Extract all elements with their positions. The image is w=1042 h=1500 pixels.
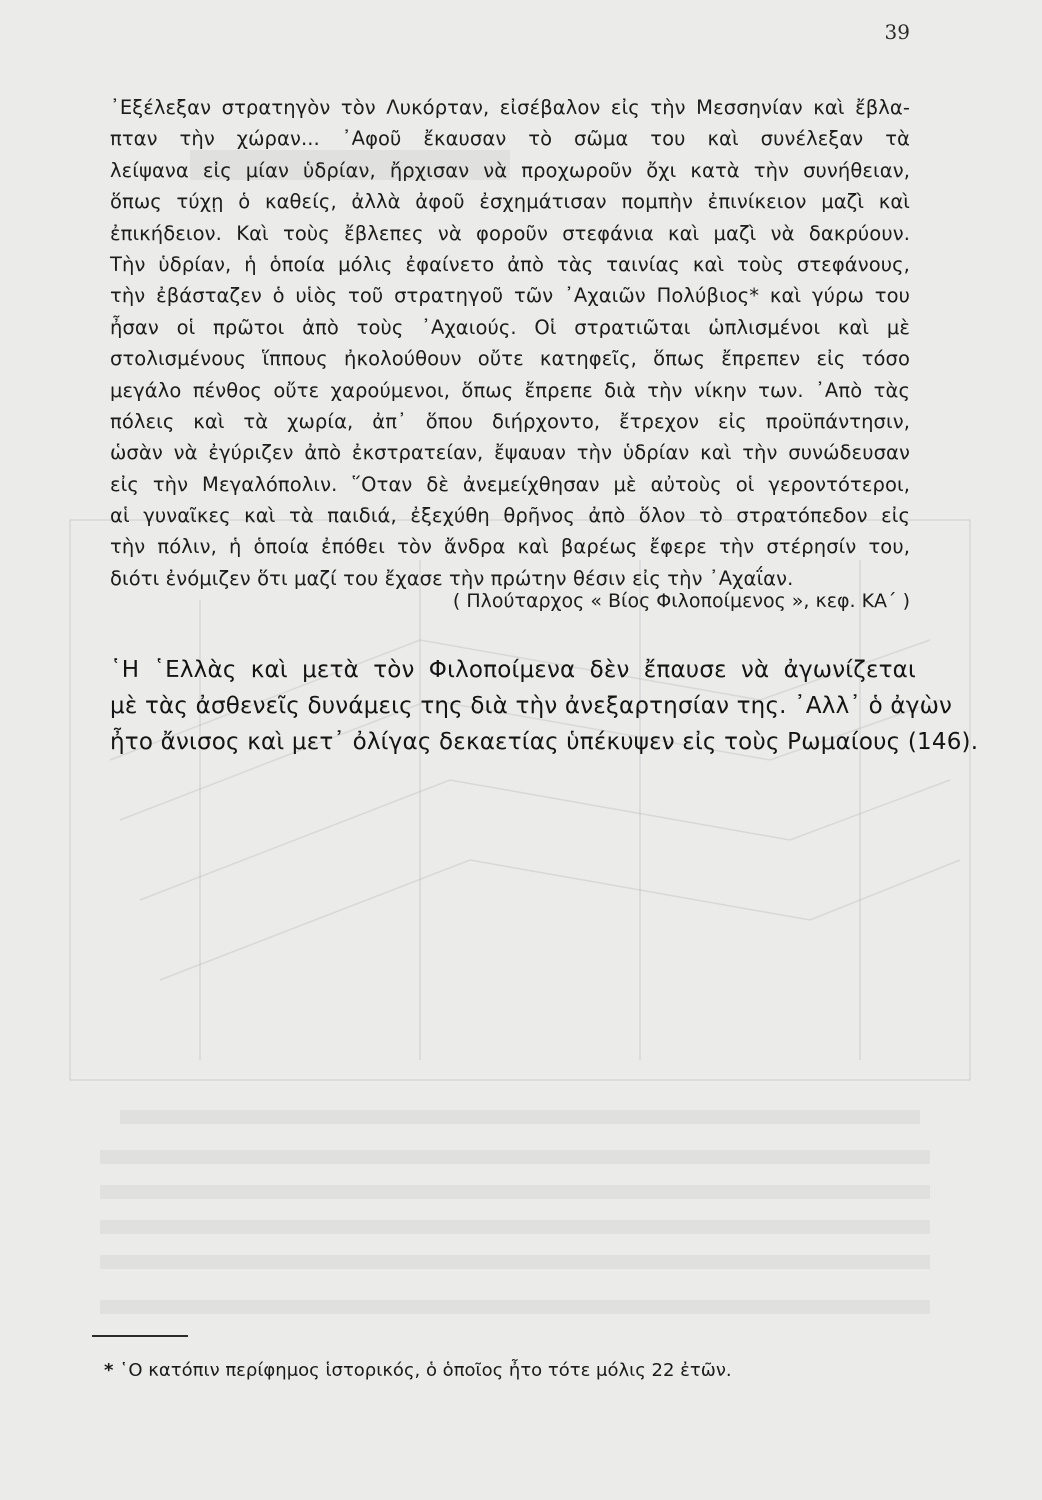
footnote-divider: [92, 1335, 188, 1337]
footnote: [104, 1360, 884, 1381]
quote-line: ὡσὰν νὰ ἐγύριζεν ἀπὸ ἐκστρατείαν, ἔψαυαν τὴν ὑδρίαν καὶ τὴν συνώδευσαν: [110, 441, 910, 465]
quote-line: διότι ἐνόμιζεν ὅτι μαζί του ἔχασε τὴν πρώτην θέσιν εἰς τὴν ᾿Αχαΐαν.: [110, 566, 794, 590]
quote-line: τὴν ἐβάσταζεν ὁ υἱὸς τοῦ στρατηγοῦ τῶν ᾿Αχαιῶν Πολύβιος* καὶ γύρω του: [110, 284, 910, 308]
quote-line: αἱ γυναῖκες καὶ τὰ παιδιά, ἐξεχύθη θρῆνος ἀπὸ ὅλον τὸ στρατόπεδον εἰς: [110, 504, 910, 528]
quote-line: μεγάλο πένθος οὔτε χαρούμενοι, ὅπως ἔπρεπε διὰ τὴν νίκην των. ᾿Απὸ τὰς: [110, 378, 910, 402]
quotation-block: [110, 92, 910, 594]
quote-line: ἐπικήδειον. Καὶ τοὺς ἔβλεπες νὰ φοροῦν στεφάνια καὶ μαζὶ νὰ δακρύουν.: [110, 221, 910, 245]
main-paragraph: [110, 652, 979, 760]
main-paragraph-line: μὲ τὰς ἀσθενεῖς δυνάμεις της διὰ τὴν ἀνεξαρτησίαν της. ᾿Αλλ᾿ ὁ ἀγὼν: [110, 693, 953, 719]
quote-line: ᾿Εξέλεξαν στρατηγὸν τὸν Λυκόρταν, εἰσέβαλον εἰς τὴν Μεσσηνίαν καὶ ἔβλα-: [110, 96, 910, 119]
footnote-marker: *: [104, 1360, 114, 1381]
quote-line: τὴν πόλιν, ἡ ὁποία ἐπόθει τὸν ἄνδρα καὶ βαρέως ἔφερε τὴν στέρησίν του,: [110, 535, 910, 559]
quote-line: ἦσαν οἱ πρῶτοι ἀπὸ τοὺς ᾿Αχαιούς. Οἱ στρατιῶται ὡπλισμένοι καὶ μὲ: [110, 315, 910, 339]
quote-line: πόλεις καὶ τὰ χωρία, ἀπ᾿ ὅπου διήρχοντο, ἔτρεχον εἰς προϋπάντησιν,: [110, 409, 910, 433]
main-paragraph-line: ἦτο ἄνισος καὶ μετ᾿ ὀλίγας δεκαετίας ὑπέκυψεν εἰς τοὺς Ρωμαίους (146).: [110, 729, 979, 755]
quote-line: ὅπως τύχῃ ὁ καθείς, ἀλλὰ ἀφοῦ ἐσχημάτισαν πομπὴν ἐπινίκειον μαζὶ καὶ: [110, 190, 910, 214]
quote-line: στολισμένους ἵππους ἠκολούθουν οὔτε κατηφεῖς, ὅπως ἔπρεπεν εἰς τόσο: [110, 347, 910, 371]
quote-source-citation: ( Πλούταρχος « Βίος Φιλοποίμενος », κεφ. ΚΑ΄ ): [452, 590, 910, 612]
quote-line: πταν τὴν χώραν... ᾿Αφοῦ ἔκαυσαν τὸ σῶμα του καὶ συνέλεξαν τὰ: [110, 127, 910, 151]
footnote-text: ῾Ο κατόπιν περίφημος ἱστορικός, ὁ ὁποῖος ἦτο τότε μόλις 22 ἐτῶν.: [119, 1360, 732, 1381]
page-number: 39: [884, 20, 910, 44]
quote-line: λείψανα εἰς μίαν ὑδρίαν, ἤρχισαν νὰ προχωροῦν ὄχι κατὰ τὴν συνήθειαν,: [110, 158, 910, 182]
main-paragraph-line: ῾Η ῾Ελλὰς καὶ μετὰ τὸν Φιλοποίμενα δὲν ἔπαυσε νὰ ἀγωνίζεται: [110, 657, 916, 683]
quote-line: εἰς τὴν Μεγαλόπολιν. ῞Οταν δὲ ἀνεμείχθησαν μὲ αὐτοὺς οἱ γεροντότεροι,: [110, 472, 910, 496]
quote-line: Τὴν ὑδρίαν, ἡ ὁποία μόλις ἐφαίνετο ἀπὸ τὰς ταινίας καὶ τοὺς στεφάνους,: [110, 252, 910, 276]
